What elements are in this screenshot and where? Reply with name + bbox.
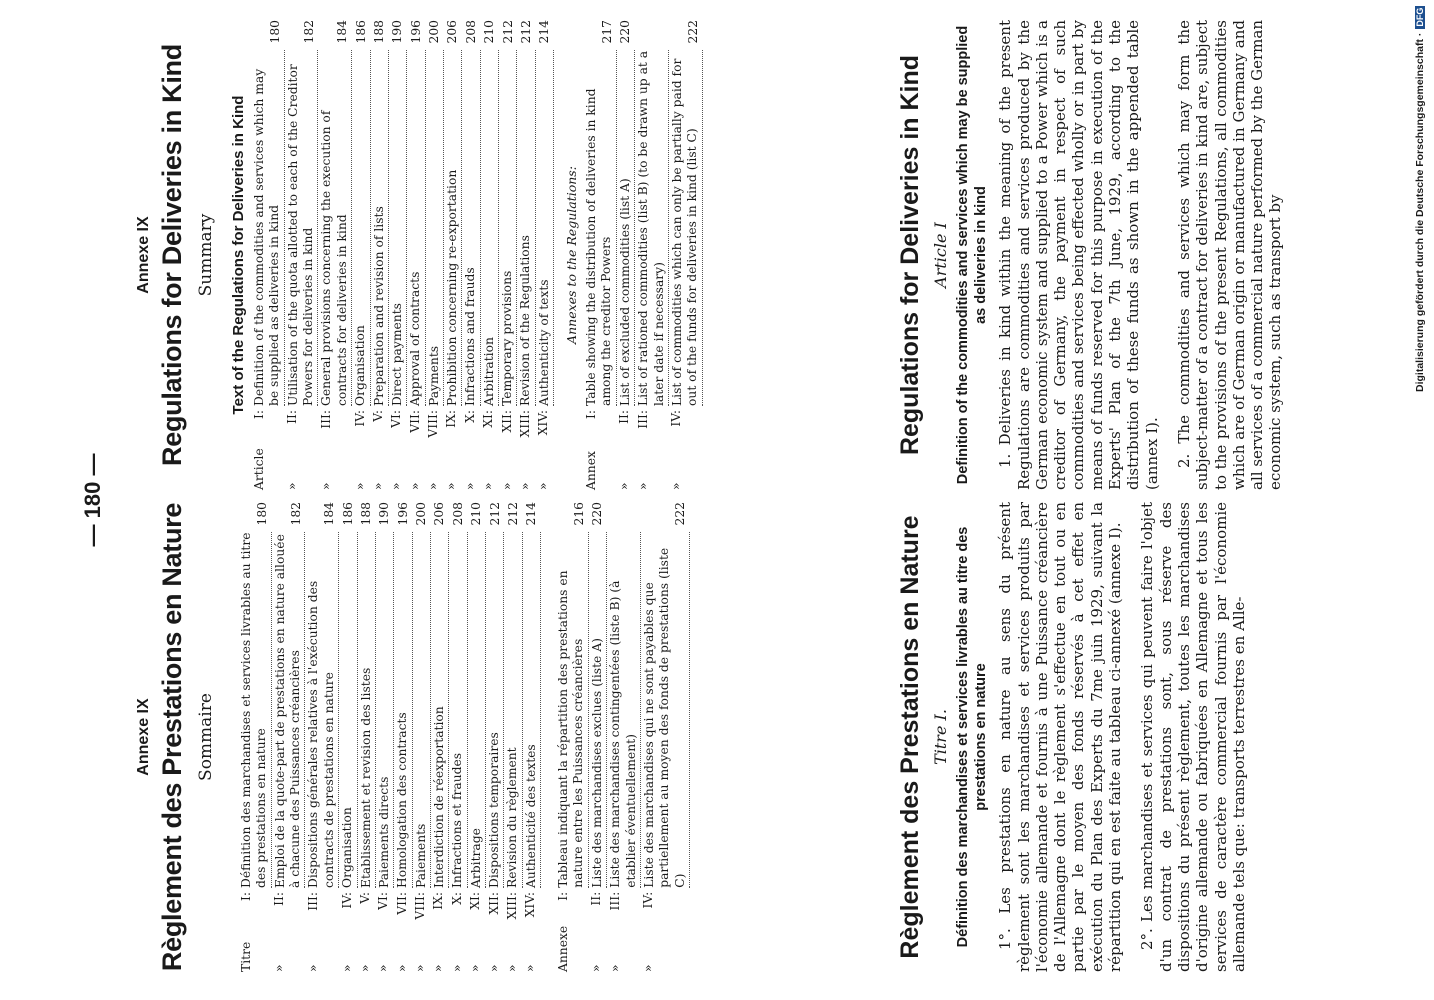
- en-annex-toc-text: List of rationed commodities (list B) (to be drawn up at a later date if necessary): [635, 50, 669, 406]
- en-toc-text: Arbitration: [480, 50, 498, 406]
- en-toc-lead: Article: [252, 448, 266, 490]
- fr-toc-num: VII:: [394, 892, 409, 915]
- fr-toc-lead: »: [468, 964, 483, 972]
- fr-annex-toc-num: IV:: [641, 891, 656, 909]
- digitization-credit: [1412, 8, 1428, 392]
- en-annex-toc-pg: [635, 20, 669, 50]
- en-annex-toc-row: [635, 20, 669, 490]
- en-toc-row: [480, 20, 498, 490]
- fr-toc-pg: 212: [487, 502, 502, 526]
- en-paragraph-2: 2. The commodities and services which may form the subject-matter of a contract for deliveries in kind are, subject to the provisions of the present Regulations, all commodities which are of German origin or manufactured in Germany and all services of a commercial nature performed by the German economic system, such as transport by: [1174, 20, 1285, 490]
- fr-toc-pg: 180: [254, 502, 269, 526]
- en-toc-num: XII:: [499, 410, 514, 433]
- en-toc-num: VII:: [407, 410, 422, 433]
- fr-annex-label: Annexe IX: [135, 698, 152, 776]
- en-annexes-heading: Annexes to the Regulations:: [564, 166, 580, 344]
- fr-toc-num: I:: [239, 892, 253, 902]
- fr-summary-label: Sommaire: [196, 693, 216, 781]
- en-annex-toc-num: IV:: [669, 410, 684, 427]
- en-toc-text: General provisions concerning the execution of contracts for deliveries in kind: [318, 50, 352, 406]
- fr-toc-pg: 182: [288, 502, 303, 526]
- en-article-label: Article I: [931, 222, 950, 288]
- en-definition-heading: Definition of the commodities and services which may be supplied as deliveries in kind: [955, 25, 990, 485]
- en-toc-text: Payments: [425, 50, 443, 406]
- en-annex-toc-lead: Annex: [584, 451, 599, 490]
- fr-toc-text: Infractions et fraudes: [449, 532, 467, 888]
- fr-toc-lead: »: [449, 964, 464, 972]
- french-body: [870, 502, 1262, 972]
- en-toc-lead: »: [444, 482, 459, 490]
- fr-annex-toc-pg: 222: [673, 502, 688, 526]
- en-toc-pg: 200: [427, 20, 442, 44]
- fr-annex-toc-num: III:: [607, 891, 622, 911]
- en-annex-toc-lead: »: [635, 482, 650, 490]
- en-toc-pg: 190: [390, 20, 405, 44]
- fr-toc-pg: 200: [414, 502, 429, 526]
- en-body-text: [996, 20, 1284, 490]
- en-toc-text: Definition of the commodities and services which may be supplied as deliveries in kind: [251, 50, 284, 406]
- fr-toc-num: IV:: [339, 892, 354, 909]
- fr-toc-lead: »: [523, 964, 538, 972]
- en-toc-row: [370, 20, 388, 490]
- en-annex-toc-num: III:: [635, 410, 650, 429]
- en-toc-lead: »: [517, 482, 532, 490]
- fr-annex-toc-row: [640, 502, 689, 972]
- en-toc-lead: »: [318, 482, 333, 490]
- en-toc-pg: 206: [445, 20, 460, 44]
- en-toc-pg: 188: [372, 20, 387, 44]
- en-toc-lead: »: [389, 482, 404, 490]
- en-annex-label: Annexe IX: [135, 216, 152, 294]
- fr-toc-pg: 186: [340, 502, 355, 526]
- fr-toc-text: Homologation des contracts: [394, 532, 412, 888]
- en-toc-pg: 212: [500, 20, 515, 44]
- en-toc-row: [407, 20, 425, 490]
- en-toc-lead: »: [352, 482, 367, 490]
- en-toc-num: XIII:: [517, 410, 532, 438]
- fr-toc-text: Paiements: [412, 532, 430, 888]
- fr-toc-num: X:: [449, 892, 464, 905]
- en-annex-toc-num: I:: [584, 410, 599, 420]
- fr-annex-toc-pg: 220: [590, 502, 605, 526]
- fr-toc-pg: 190: [377, 502, 392, 526]
- fr-toc-lead: »: [431, 964, 446, 972]
- en-toc-text: Utilisation of the quota allotted to each of the Creditor Powers for deliveries in kind: [284, 50, 318, 406]
- en-annex-toc-row: [616, 20, 634, 490]
- fr-toc-text: Arbitrage: [467, 532, 485, 888]
- fr-toc-row: [394, 502, 412, 972]
- fr-annex-toc-pg: [607, 502, 641, 532]
- en-toc-pg: 214: [537, 20, 552, 44]
- en-toc-row: [443, 20, 461, 490]
- fr-article-label: Titre I.: [931, 709, 950, 765]
- en-toc-num: IX:: [444, 410, 459, 428]
- en-toc-text: Direct payments: [388, 50, 406, 406]
- en-annex-toc-num: II:: [617, 410, 632, 424]
- fr-toc-row: [339, 502, 357, 972]
- fr-toc-text: Authenticité des textes: [522, 532, 540, 888]
- fr-toc-text: Interdiction de réexportation: [430, 532, 448, 888]
- en-toc-pg: 184: [335, 20, 350, 44]
- dfg-logo: DFG: [1415, 7, 1425, 27]
- en-toc-text: Temporary provisions: [499, 50, 517, 406]
- en-toc-row: [517, 20, 535, 490]
- fr-toc-row: [271, 502, 305, 972]
- fr-toc-row: [375, 502, 393, 972]
- fr-annex-toc-lead: Annexe: [556, 925, 571, 972]
- fr-toc-text: Organisation: [339, 532, 357, 888]
- fr-annex-toc-row: [555, 502, 588, 972]
- en-annex-toc-row: [668, 20, 702, 490]
- english-column: [135, 20, 703, 490]
- en-annex-toc-pg: 217: [599, 20, 614, 44]
- fr-toc-num: V:: [358, 892, 373, 904]
- en-toc-text: Organisation: [352, 50, 370, 406]
- en-annex-toc: [583, 20, 703, 490]
- en-annex-toc-lead: »: [669, 482, 684, 490]
- fr-toc-pg: 188: [359, 502, 374, 526]
- fr-title: Règlement des Prestations en Nature: [157, 502, 187, 972]
- en-toc-lead: »: [407, 482, 422, 490]
- fr-toc-row: [238, 502, 271, 972]
- fr-toc-num: IX:: [431, 892, 446, 910]
- fr-toc-pg: 212: [505, 502, 520, 526]
- fr-toc-row: [449, 502, 467, 972]
- en-toc: [251, 20, 554, 490]
- en-toc-lead: »: [481, 482, 496, 490]
- en-toc-row: [535, 20, 553, 490]
- fr-annex-toc-row: [588, 502, 606, 972]
- en-toc-num: VIII:: [426, 410, 441, 438]
- en-annex-toc-pg: 220: [618, 20, 633, 44]
- fr-toc-pg: 184: [322, 502, 337, 526]
- en-toc-num: XIV:: [536, 410, 551, 436]
- fr-annex-toc-pg: 216: [571, 502, 586, 526]
- en-annex-toc-text: Table showing the distribution of deliveries in kind among the creditor Powers: [583, 50, 616, 406]
- fr-toc-lead: »: [504, 964, 519, 972]
- fr-toc-pg: 206: [432, 502, 447, 526]
- en-toc-text: Approval of contracts: [407, 50, 425, 406]
- fr-annex-toc-row: [607, 502, 641, 972]
- en-toc-num: V:: [371, 410, 386, 422]
- fr-toc-row: [357, 502, 375, 972]
- en-annex-toc-text: List of commodities which can only be partially paid for out of the funds for deliveries in kind (list C): [668, 50, 702, 406]
- fr-toc-num: XIV:: [523, 892, 538, 918]
- fr-toc-num: XIII:: [504, 892, 519, 920]
- english-body: [870, 20, 1299, 490]
- en-toc-num: II:: [285, 410, 300, 424]
- en-annex-toc-lead: »: [617, 482, 632, 490]
- fr-toc-text: Etablissement et revision des listes: [357, 532, 375, 888]
- fr-annex-toc-text: Liste des marchandises qui ne sont payables que partiellement au moyen des fonds de prestations (liste C): [640, 532, 689, 888]
- en-toc-text: Prohibition concerning re-exportation: [443, 50, 461, 406]
- fr-annex-toc-num: II:: [589, 891, 604, 906]
- fr-toc-pg: 214: [524, 502, 539, 526]
- en-toc-lead: »: [499, 482, 514, 490]
- fr-annex-toc-num: I:: [556, 891, 571, 901]
- fr-toc-row: [412, 502, 430, 972]
- fr-toc-num: III:: [305, 892, 320, 911]
- fr-toc-row: [430, 502, 448, 972]
- fr-toc-num: II:: [272, 892, 287, 906]
- fr-toc-pg: 210: [469, 502, 484, 526]
- en-toc-pg: 212: [518, 20, 533, 44]
- fr-annex-toc-lead: »: [641, 964, 656, 972]
- en-annex-toc-pg: 222: [685, 20, 700, 44]
- en-toc-row: [284, 20, 318, 490]
- en-paragraph-1: 1. Deliveries in kind within the meaning of the present Regulations are commodities and services produced by the German economic system and supplied to a Power which is a creditor of Germany, the payment in respect of such commodities and services being effected wholly or in part by means of funds reserved for this purpose in execution of the Experts' Plan of the 7th June, 1929, according to the distribution of these funds as shown in the appended table (annex I).: [996, 20, 1161, 490]
- fr-toc-row: [305, 502, 339, 972]
- fr-annex-toc-lead: »: [607, 964, 622, 972]
- en-toc-lead: »: [426, 482, 441, 490]
- en-toc-pg: 180: [267, 20, 282, 44]
- fr-toc-text: Définition des marchandises et services livrables au titre des prestations en nature: [238, 532, 271, 888]
- fr-toc-pg: 208: [450, 502, 465, 526]
- fr-annex-toc-text: Liste des marchandises exclues (liste A): [588, 532, 606, 888]
- french-column: [135, 502, 690, 972]
- en-toc-row: [388, 20, 406, 490]
- en-toc-title: Text of the Regulations for Deliveries in Kind: [230, 95, 247, 415]
- en-toc-pg: 210: [482, 20, 497, 44]
- fr-toc-num: XII:: [486, 892, 501, 915]
- en-summary-label: Summary: [196, 213, 216, 297]
- fr-annex-toc-lead: »: [589, 964, 604, 972]
- en-toc-row: [462, 20, 480, 490]
- en-toc-num: I:: [252, 410, 266, 420]
- fr-toc-lead: »: [358, 964, 373, 972]
- fr-toc-lead: »: [376, 964, 391, 972]
- fr-toc-text: Paiements directs: [375, 532, 393, 888]
- fr-toc-row: [522, 502, 540, 972]
- en-annex-toc-text: List of excluded commodities (list A): [616, 50, 634, 406]
- fr-toc-lead: »: [339, 964, 354, 972]
- fr-toc-num: VIII:: [413, 892, 428, 920]
- fr-toc-lead: »: [305, 964, 320, 972]
- fr-paragraph-1: 1°. Les prestations en nature au sens du présent règlement sont les marchandises et services produits par l'économie allemande et fournis à une Puissance créancière de l'Allemagne dont le règlement s'effectue en tout ou en partie par le moyen des fonds réservés à cet effet en exécution du Plan des Experts du 7me juin 1929, suivant la répartition qui en est faite au tableau ci-annexé (annexe I).: [996, 502, 1125, 972]
- fr-toc-row: [467, 502, 485, 972]
- fr-toc-lead: »: [394, 964, 409, 972]
- en-toc-pg: 182: [301, 20, 316, 44]
- fr-annex-toc-text: Liste des marchandises contingentées (liste B) (à etablier éventuellement): [607, 532, 641, 888]
- en-title-2: Regulations for Deliveries in Kind: [896, 54, 924, 456]
- fr-title-2: Règlement des Prestations en Nature: [896, 515, 924, 959]
- fr-toc-row: [486, 502, 504, 972]
- fr-toc-text: Dispositions générales relatives à l'exécution des contracts de prestations en nature: [305, 532, 339, 888]
- fr-annex-toc-text: Tableau indiquant la répartition des prestations en nature entre les Puissances créancières: [555, 532, 588, 888]
- en-toc-lead: »: [536, 482, 551, 490]
- fr-toc-pg: 196: [395, 502, 410, 526]
- fr-toc-lead: »: [486, 964, 501, 972]
- en-toc-text: Revision of the Regulations: [517, 50, 535, 406]
- en-toc-num: XI:: [481, 410, 496, 428]
- fr-definition-heading: Définition des marchandises et services livrables au titre des prestations en nature: [955, 526, 990, 948]
- fr-toc-lead: »: [272, 964, 287, 972]
- credit-text: Digitalisierung gefördert durch die Deutsche Forschungsgemeinschaft ·: [1414, 32, 1426, 392]
- en-toc-pg: 196: [408, 20, 423, 44]
- fr-toc-text: Emploi de la quote-part de prestations en nature allouée à chacune des Puissances créancières: [271, 532, 305, 888]
- en-toc-pg: 208: [463, 20, 478, 44]
- en-toc-row: [499, 20, 517, 490]
- fr-toc-num: VI:: [376, 892, 391, 910]
- en-toc-row: [251, 20, 284, 490]
- page-number: — 180 —: [80, 453, 105, 547]
- fr-toc-lead: »: [413, 964, 428, 972]
- fr-toc-text: Dispositions temporaires: [486, 532, 504, 888]
- en-toc-pg: 186: [353, 20, 368, 44]
- en-toc-num: III:: [318, 410, 333, 429]
- en-toc-num: VI:: [389, 410, 404, 428]
- en-toc-row: [425, 20, 443, 490]
- en-title: Regulations for Deliveries in Kind: [157, 44, 187, 466]
- en-toc-text: Authenticity of texts: [535, 50, 553, 406]
- en-toc-text: Infractions and frauds: [462, 50, 480, 406]
- en-toc-lead: »: [462, 482, 477, 490]
- en-toc-lead: »: [371, 482, 386, 490]
- en-toc-num: IV:: [352, 410, 367, 427]
- fr-annex-toc: [555, 502, 690, 972]
- fr-body-text: [996, 502, 1248, 972]
- fr-toc-lead: Titre: [239, 941, 253, 972]
- en-toc-row: [352, 20, 370, 490]
- en-toc-num: X:: [462, 410, 477, 423]
- fr-toc-row: [504, 502, 522, 972]
- fr-toc-num: XI:: [468, 892, 483, 910]
- en-toc-text: Preparation and revision of lists: [370, 50, 388, 406]
- en-toc-lead: »: [285, 482, 300, 490]
- fr-toc: [238, 502, 541, 972]
- en-annex-toc-row: [583, 20, 616, 490]
- fr-toc-text: Revision du règlement: [504, 532, 522, 888]
- en-toc-row: [318, 20, 352, 490]
- fr-paragraph-2: 2°. Les marchandises et services qui peuvent faire l'objet d'un contrat de prestations sont, sous réserve des dispositions du présent règlement, toutes les marchandises d'origine allemande ou fabriquées en Allemagne et tous les services de caractère commercial fournis par l'économie allemande tels que: transports terrestres en Alle-: [1138, 502, 1248, 972]
